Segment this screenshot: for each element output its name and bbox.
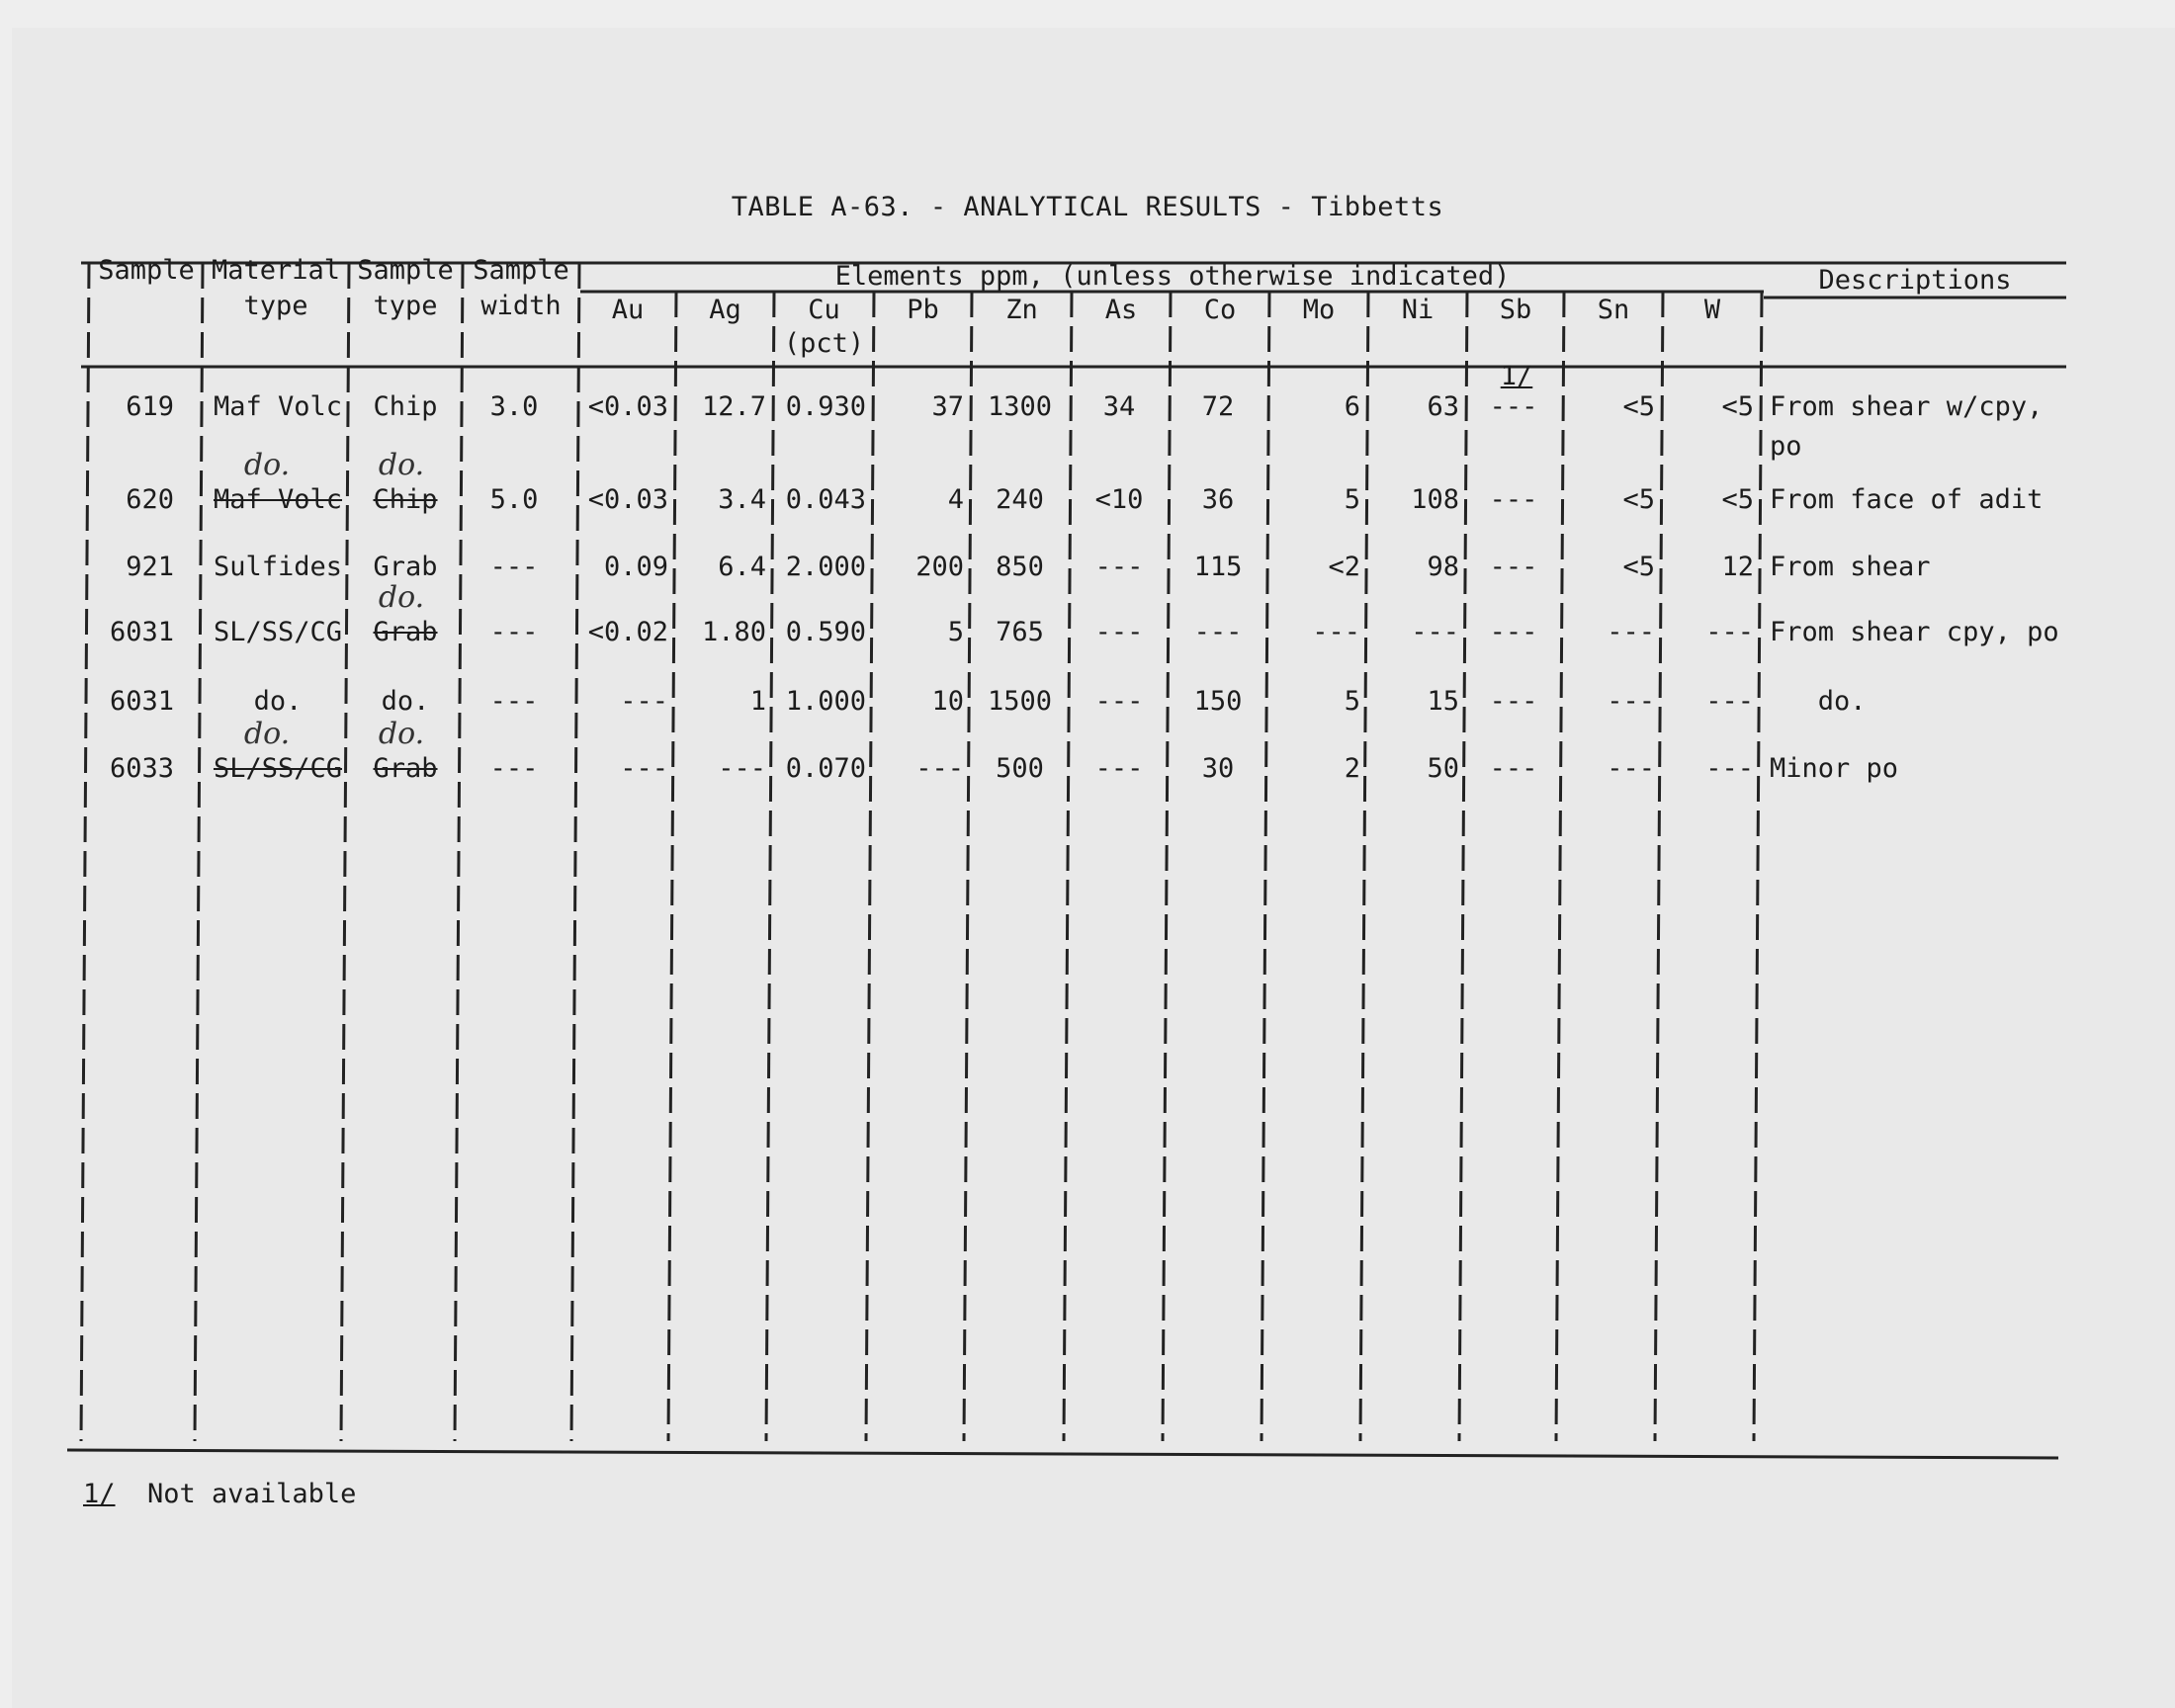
cell-sb: --- [1489,484,1538,515]
cell-ag: --- [718,753,766,784]
cell-ni: 98 [1427,552,1459,582]
cell-sample-type: Chip [373,391,438,422]
cell-zn: 1500 [987,686,1053,717]
cell-au: <0.02 [587,617,668,647]
header-cu: Cu [808,295,840,325]
cell-ag: 1.80 [701,617,766,647]
cell-w: <5 [1721,391,1754,422]
header-sample: Sample [98,255,195,286]
cell-ni: --- [1411,617,1459,647]
cell-mo: 5 [1344,686,1360,717]
cell-co: --- [1193,617,1243,647]
cell-cu: 1.000 [785,686,866,717]
cell-ni: 50 [1427,753,1459,784]
header-sn: Sn [1597,295,1630,325]
header-pb: Pb [907,295,939,325]
cell-cu: 2.000 [785,552,866,582]
cell-sample-width: 3.0 [489,391,539,422]
cell-sb: --- [1489,617,1538,647]
cell-sample: 6033 [109,753,174,784]
cell-sn: <5 [1622,484,1655,515]
table-title: TABLE A-63. - ANALYTICAL RESULTS - Tibbetts [731,192,1444,222]
header-descriptions: Descriptions [1818,265,2012,296]
cell-sn: --- [1607,617,1655,647]
cell-sample: 620 [126,484,174,515]
cell-sample-width: 5.0 [489,484,539,515]
cell-zn: 500 [996,753,1044,784]
cell-sample: 619 [126,391,174,422]
cell-co: 72 [1201,391,1235,422]
cell-description: From shear [1770,552,1931,582]
cell-au: <0.03 [587,484,668,515]
sb-footnote-mark: 1/ [1500,361,1533,391]
cell-as: 34 [1102,391,1136,422]
cell-pb: 10 [931,686,964,717]
cell-description: From face of adit [1770,484,2044,515]
cell-co: 30 [1201,753,1235,784]
cell-sample-type: Grab [373,552,438,582]
cell-sample-type: Grab [373,617,438,647]
cell-description-cont: po [1770,431,1802,462]
cell-ag: 6.4 [718,552,766,582]
cell-material-type: Maf Volc [213,484,343,515]
cell-mo: 5 [1344,484,1360,515]
cell-pb: 200 [915,552,964,582]
cell-co: 36 [1201,484,1235,515]
cell-sample: 6031 [109,686,174,717]
cell-ni: 108 [1411,484,1459,515]
cell-ag: 1 [749,686,766,717]
cell-sample: 921 [126,552,174,582]
cell-w: --- [1705,686,1754,717]
cell-sb: --- [1489,391,1538,422]
cell-description: From shear w/cpy, [1770,391,2044,422]
cell-pb: 5 [947,617,964,647]
cell-sample-width: --- [489,686,539,717]
cell-description: do. [1770,686,1867,717]
cell-ni: 15 [1427,686,1459,717]
header-sample-type-2: type [373,291,438,321]
header-au: Au [611,295,645,325]
cell-as: --- [1094,552,1144,582]
cell-zn: 1300 [987,391,1053,422]
handwritten-ditto-material: do. [243,717,291,751]
cell-w: <5 [1721,484,1754,515]
cell-cu: 0.043 [785,484,866,515]
cell-sn: --- [1607,686,1655,717]
header-ag: Ag [709,295,741,325]
header-cu-unit: (pct) [783,328,865,359]
cell-as: <10 [1094,484,1144,515]
cell-sb: --- [1489,552,1538,582]
cell-material-type: do. [253,686,303,717]
cell-cu: 0.930 [785,391,866,422]
cell-co: 150 [1193,686,1243,717]
cell-material-type: Maf Volc [213,391,343,422]
cell-w: 12 [1721,552,1754,582]
cell-cu: 0.590 [785,617,866,647]
cell-sample-width: --- [489,617,539,647]
cell-w: --- [1705,617,1754,647]
cell-sn: <5 [1622,391,1655,422]
cell-mo: <2 [1328,552,1360,582]
cell-sample-width: --- [489,753,539,784]
cell-sample: 6031 [109,617,174,647]
header-zn: Zn [1005,295,1038,325]
header-co: Co [1203,295,1237,325]
cell-sample-type: Grab [373,753,438,784]
cell-sample-type: Chip [373,484,438,515]
cell-mo: 6 [1344,391,1360,422]
cell-as: --- [1094,617,1144,647]
cell-material-type: Sulfides [213,552,343,582]
header-sb: Sb [1499,295,1532,325]
cell-zn: 240 [996,484,1044,515]
header-mo: Mo [1302,295,1336,325]
cell-au: <0.03 [587,391,668,422]
footnote-ref: 1/ [83,1479,116,1509]
header-elements: Elements ppm, (unless otherwise indicated) [834,261,1511,292]
cell-ni: 63 [1427,391,1459,422]
cell-as: --- [1094,753,1144,784]
handwritten-ditto-sample-type: do. [378,717,425,751]
header-ni: Ni [1401,295,1435,325]
cell-sn: --- [1607,753,1655,784]
cell-as: --- [1094,686,1144,717]
cell-cu: 0.070 [785,753,866,784]
cell-description: Minor po [1770,753,1899,784]
footnote-text: Not available [147,1479,357,1509]
cell-sb: --- [1489,753,1538,784]
cell-au: 0.09 [603,552,668,582]
cell-material-type: SL/SS/CG [213,617,343,647]
cell-w: --- [1705,753,1754,784]
cell-sample-type: do. [381,686,430,717]
cell-description: From shear cpy, po [1770,617,2059,647]
cell-au: --- [620,686,668,717]
footnote [83,1479,356,1509]
cell-pb: 4 [947,484,964,515]
cell-mo: 2 [1344,753,1360,784]
header-material-2: type [243,291,308,321]
cell-sb: --- [1489,686,1538,717]
header-material-1: Material [211,255,341,286]
header-sample-type-1: Sample [357,255,454,286]
cell-co: 115 [1193,552,1243,582]
cell-au: --- [620,753,668,784]
cell-zn: 850 [996,552,1044,582]
cell-zn: 765 [996,617,1044,647]
cell-ag: 3.4 [718,484,766,515]
cell-ag: 12.7 [701,391,766,422]
cell-sn: <5 [1622,552,1655,582]
handwritten-ditto-sample-type: do. [378,448,425,482]
cell-pb: --- [915,753,964,784]
cell-pb: 37 [931,391,964,422]
handwritten-ditto-sample-type: do. [378,580,425,615]
header-width-1: Sample [473,255,569,286]
header-w: W [1703,295,1721,325]
cell-material-type: SL/SS/CG [213,753,343,784]
cell-mo: --- [1312,617,1360,647]
header-width-2: width [480,291,562,321]
cell-sample-width: --- [489,552,539,582]
handwritten-ditto-material: do. [243,448,291,482]
header-as: As [1104,295,1138,325]
